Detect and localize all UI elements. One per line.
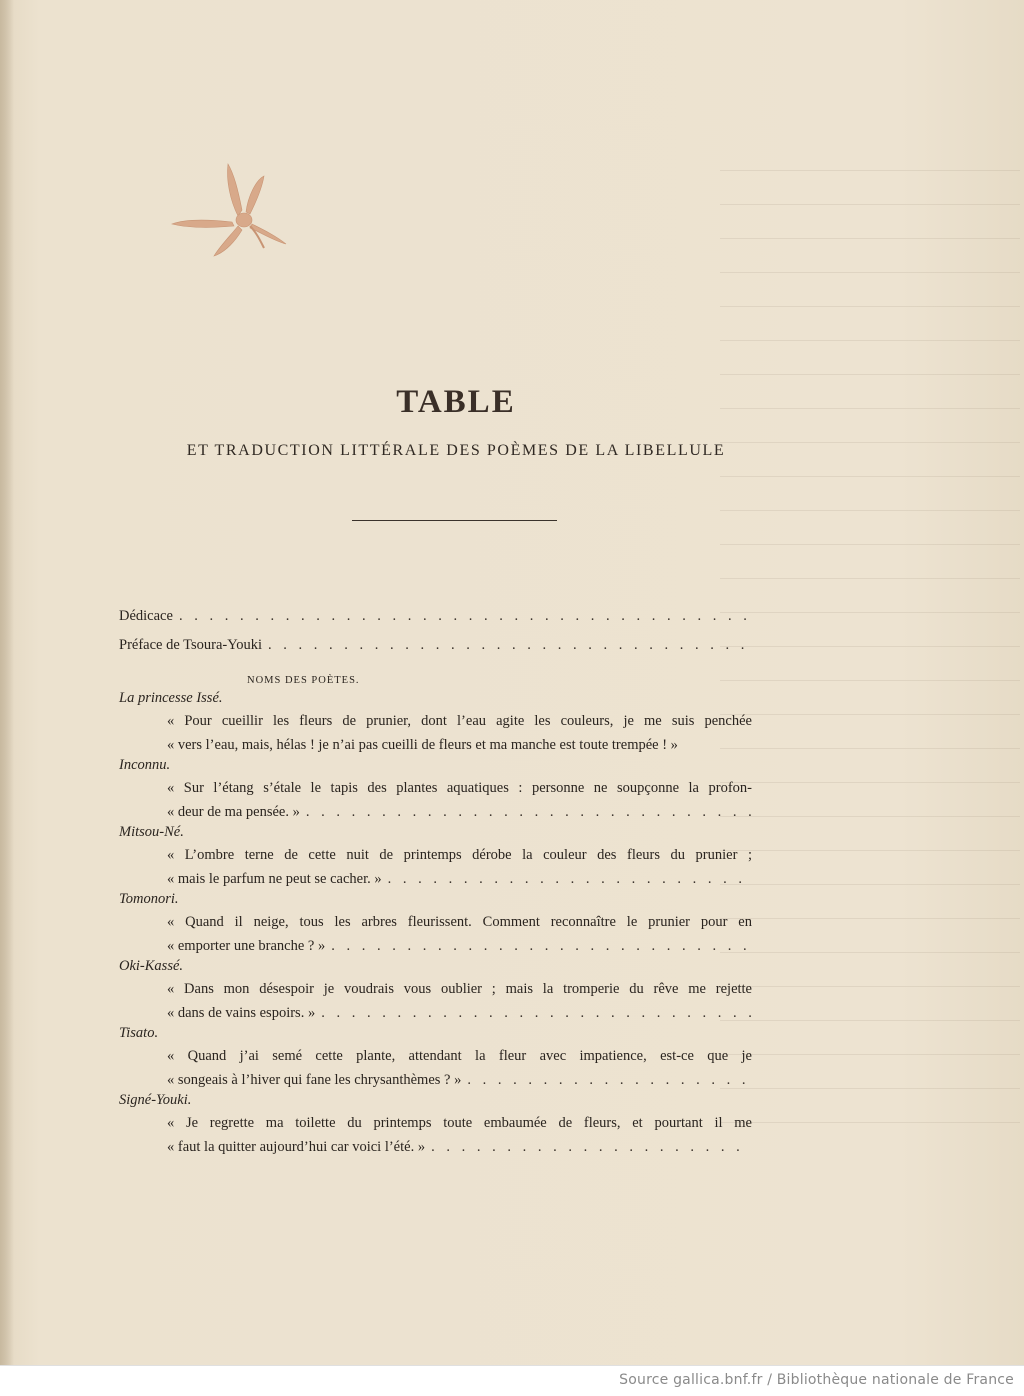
poem-line-with-leader bbox=[167, 804, 752, 821]
section-heading: NOMS DES POÈTES. bbox=[247, 675, 360, 686]
poem-line: « Quand il neige, tous les arbres fleurissent. Comment reconnaître le prunier pour en bbox=[167, 914, 752, 930]
leader-dots bbox=[388, 871, 752, 888]
title-divider bbox=[352, 520, 557, 521]
page-subtitle: ET TRADUCTION LITTÉRALE DES POÈMES DE LA LIBELLULE bbox=[186, 442, 726, 459]
leader-dots bbox=[179, 608, 753, 625]
poet-name: Oki-Kassé. bbox=[119, 958, 184, 974]
dragonfly-icon bbox=[168, 160, 296, 262]
leader-dots bbox=[467, 1072, 752, 1089]
leader-dots bbox=[331, 938, 752, 955]
toc-entry-label: Préface de Tsoura-Youki bbox=[119, 637, 263, 653]
toc-entry-preface bbox=[119, 637, 753, 654]
toc-entry-label: Dédicace bbox=[119, 608, 173, 624]
poem-line: « Sur l’étang s’étale le tapis des plantes aquatiques : personne ne soupçonne la profon- bbox=[167, 780, 752, 796]
leader-dots bbox=[321, 1005, 752, 1022]
poem-line: « deur de ma pensée. » bbox=[167, 804, 300, 820]
poet-name: Inconnu. bbox=[119, 757, 171, 773]
poem-line: « dans de vains espoirs. » bbox=[167, 1005, 316, 1021]
poem-line: « Je regrette ma toilette du printemps toute embaumée de fleurs, et pourtant il me bbox=[167, 1115, 752, 1131]
leader-dots bbox=[431, 1139, 752, 1156]
source-footer bbox=[0, 1365, 1024, 1396]
poem-line-with-leader bbox=[167, 938, 752, 955]
toc-entry-dedicace bbox=[119, 608, 753, 625]
poem-line: « Quand j’ai semé cette plante, attendant la fleur avec impatience, est-ce que je bbox=[167, 1048, 752, 1064]
poet-name: La princesse Issé. bbox=[119, 690, 223, 706]
poem-line-with-leader bbox=[167, 1139, 752, 1156]
poet-name: Signé-Youki. bbox=[119, 1092, 192, 1108]
poem-line-with-leader bbox=[167, 1005, 752, 1022]
page-fold-shadow bbox=[0, 0, 14, 1365]
poem-line: « emporter une branche ? » bbox=[167, 938, 326, 954]
poem-line-with-leader bbox=[167, 1072, 752, 1089]
poet-name: Tisato. bbox=[119, 1025, 159, 1041]
poem-line: « Pour cueillir les fleurs de prunier, dont l’eau agite les couleurs, je me suis penchée bbox=[167, 713, 752, 729]
source-credit[interactable]: Source gallica.bnf.fr / Bibliothèque nationale de France bbox=[619, 1372, 1014, 1388]
poet-name: Mitsou-Né. bbox=[119, 824, 184, 840]
poem-line: « Dans mon désespoir je voudrais vous oublier ; mais la tromperie du rêve me rejette bbox=[167, 981, 752, 997]
poem-line: « songeais à l’hiver qui fane les chrysanthèmes ? » bbox=[167, 1072, 462, 1088]
poem-line: « L’ombre terne de cette nuit de printemps dérobe la couleur des fleurs du prunier ; bbox=[167, 847, 752, 863]
poet-name: Tomonori. bbox=[119, 891, 179, 907]
poem-line: « vers l’eau, mais, hélas ! je n’ai pas cueilli de fleurs et ma manche est toute trempée ! » bbox=[167, 737, 678, 753]
poem-line-with-leader bbox=[167, 871, 752, 888]
poem-line: « faut la quitter aujourd’hui car voici l’été. » bbox=[167, 1139, 426, 1155]
leader-dots bbox=[268, 637, 753, 654]
leader-dots bbox=[306, 804, 752, 821]
bleed-through-text bbox=[720, 150, 1020, 1150]
poem-line: « mais le parfum ne peut se cacher. » bbox=[167, 871, 382, 887]
page-title: TABLE bbox=[396, 384, 516, 420]
